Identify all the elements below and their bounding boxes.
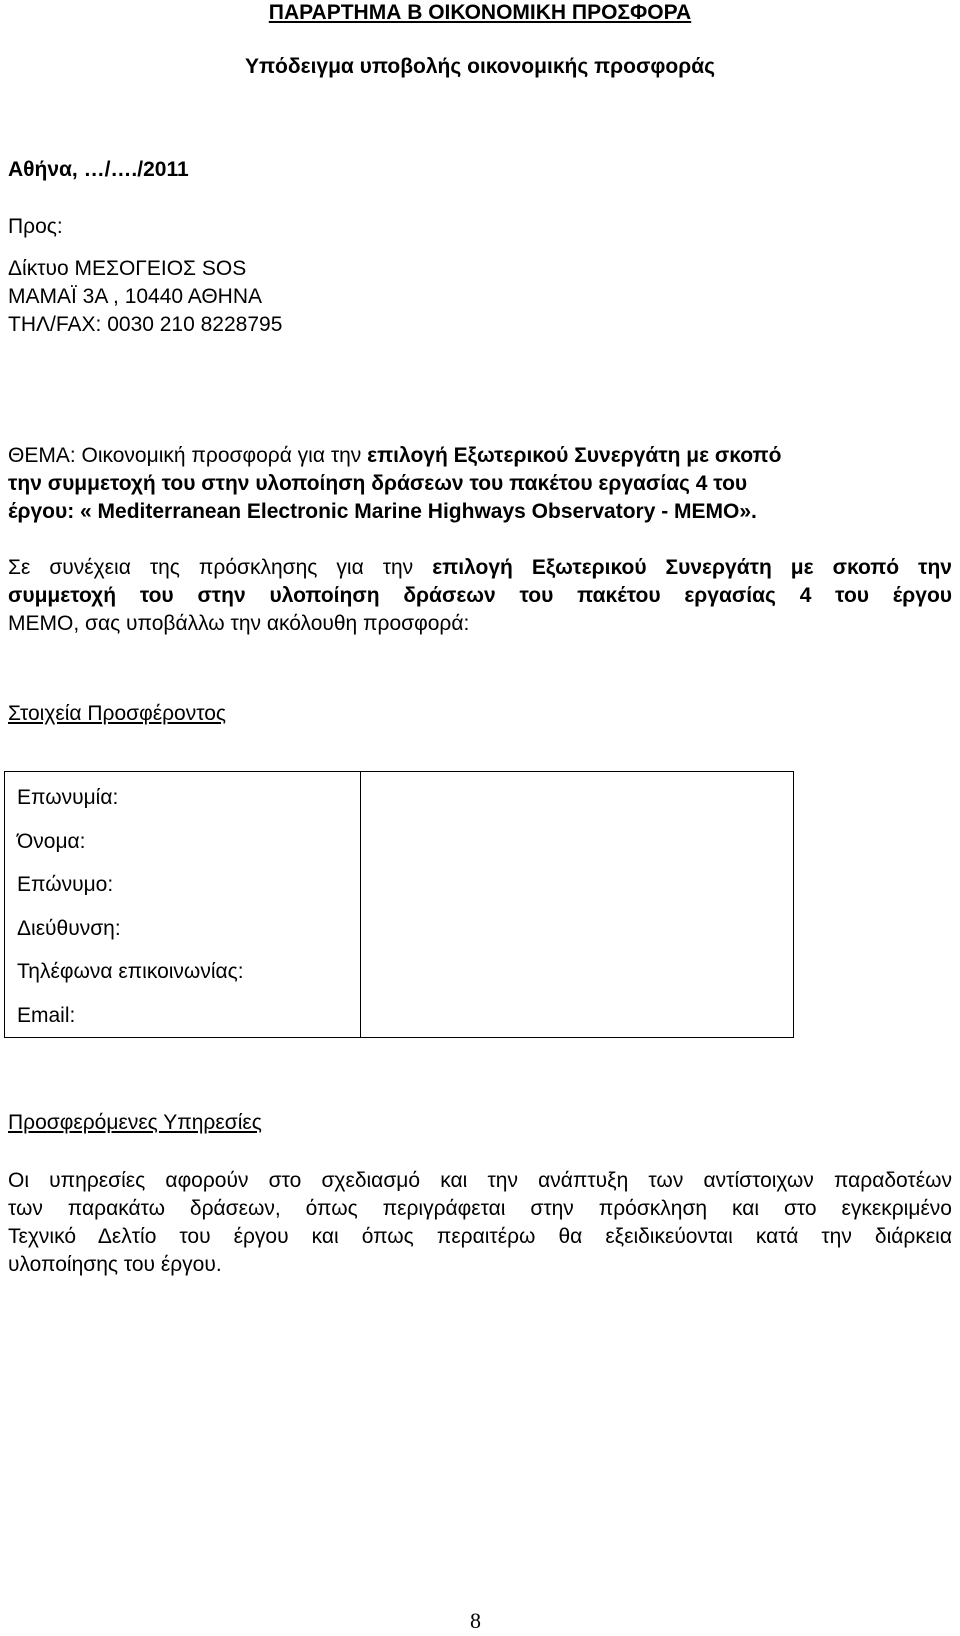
field-label-email: Email: (17, 1003, 76, 1027)
services-line-1: Οι υπηρεσίες αφορούν στο σχεδιασμό και την ανάπτυξη των αντίστοιχων παραδοτέων (8, 1169, 952, 1192)
subject-line-3: έργου: « Mediterranean Electronic Marine Highways Observatory - MEMO». (8, 500, 757, 523)
services-line-4: υλοποίησης του έργου. (8, 1253, 222, 1276)
field-label-address: Διεύθυνση: (17, 916, 121, 940)
bidder-field-labels (5, 772, 361, 1038)
intro-line-1 (8, 555, 952, 581)
services-line-3: Τεχνικό Δελτίο του έργου και όπως περαιτέρω θα εξειδικεύονται κατά την διάρκεια (8, 1225, 952, 1248)
field-label-last-name: Επώνυμο: (17, 873, 114, 896)
page-number: 8 (470, 1608, 481, 1633)
document-subtitle: Υπόδειγμα υποβολής οικονομικής προσφοράς (244, 55, 716, 78)
intro-bold-part: επιλογή Εξωτερικού Συνεργάτη με σκοπό την (432, 556, 952, 579)
subject-line-2: την συμμετοχή του στην υλοποίηση δράσεων του πακέτου εργασίας 4 του (8, 472, 748, 495)
recipient-name: Δίκτυο ΜΕΣΟΓΕΙΟΣ SOS (8, 257, 247, 280)
services-heading: Προσφερόμενες Υπηρεσίες (8, 1111, 262, 1134)
bidder-details-table (4, 771, 794, 1038)
intro-prefix: Σε συνέχεια της πρόσκλησης για την (8, 556, 433, 579)
intro-line-2: συμμετοχή του στην υλοποίηση δράσεων του πακέτου εργασίας 4 του έργου (8, 584, 952, 607)
intro-line-3: ΜΕΜΟ, σας υποβάλλω την ακόλουθη προσφορά: (8, 612, 470, 635)
recipient-address: ΜΑΜΑΪ 3Α , 10440 ΑΘΗΝΑ (8, 285, 263, 308)
subject-bold-part: επιλογή Εξωτερικού Συνεργάτη με σκοπό (367, 444, 782, 467)
subject-prefix: ΘΕΜΑ: Οικονομική προσφορά για την (8, 444, 368, 467)
document-title: ΠΑΡΑΡΤΗΜΑ Β ΟΙΚΟΝΟΜΙΚΗ ΠΡΟΣΦΟΡΑ (268, 1, 692, 24)
bidder-heading: Στοιχεία Προσφέροντος (8, 702, 226, 725)
date-line: Αθήνα, …/…./2011 (8, 158, 189, 181)
services-line-2: των παρακάτω δράσεων, όπως περιγράφεται στην πρόσκληση και στο εγκεκριμένο (8, 1197, 952, 1220)
bidder-details-value-cell[interactable] (361, 772, 794, 1038)
recipient-phone: ΤΗΛ/FAX: 0030 210 8228795 (8, 313, 283, 336)
recipient-label: Προς: (8, 215, 63, 238)
field-label-company: Επωνυμία: (17, 786, 119, 809)
field-label-phone: Τηλέφωνα επικοινωνίας: (17, 960, 244, 983)
field-label-first-name: Όνομα: (17, 829, 86, 853)
subject-line-1 (8, 443, 781, 469)
